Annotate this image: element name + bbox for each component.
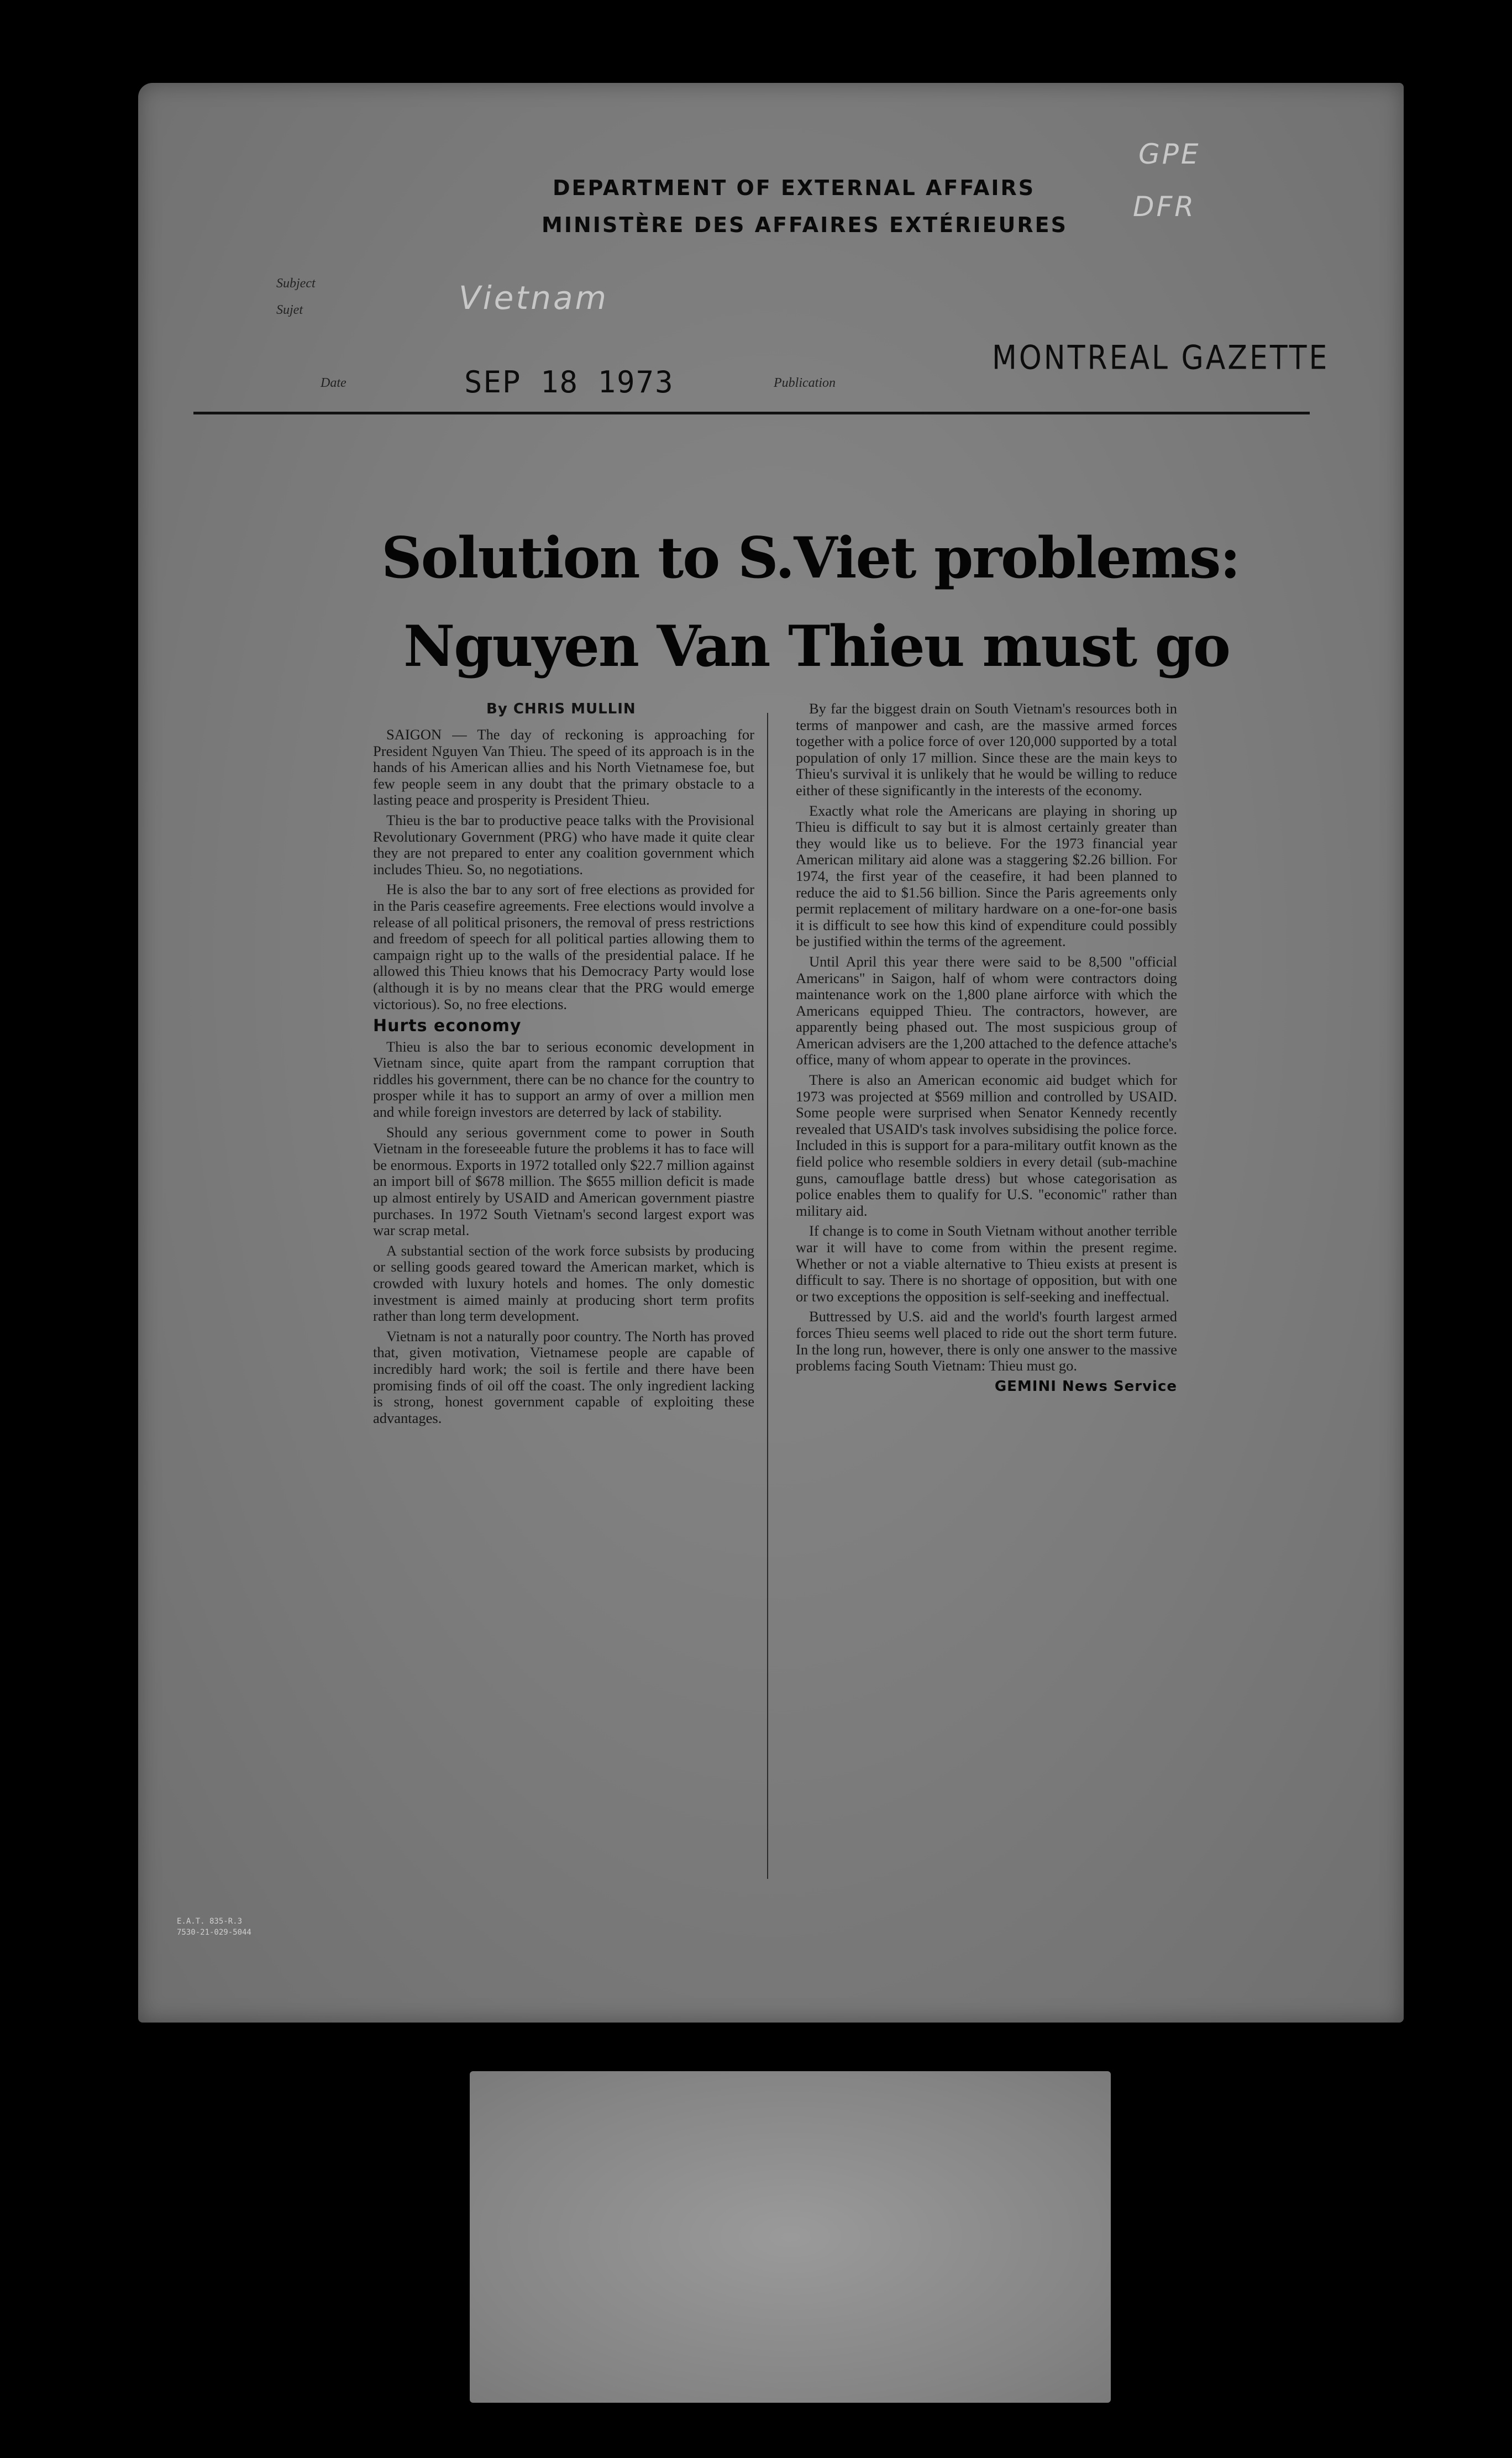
right-paragraph: There is also an American economic aid budget which for 1973 was projected at $569 million and controlled by USAID. Some people were surprised when Senator Kennedy recently revealed that USAID's task involves subsidising the police force. Included in this is support for a para-military outfit known as the field police who resemble soldiers in every detail (sub-machine guns, camouflage battle dress) but whose categorisation as police enables them to qualify for U.S. "economic" rather than military aid.	[796, 1072, 1177, 1219]
news-service-credit: GEMINI News Service	[994, 1378, 1177, 1395]
headline-line-2: Nguyen Van Thieu must go	[403, 613, 1230, 680]
department-title-fr: MINISTÈRE DES AFFAIRES EXTÉRIEURES	[542, 213, 1068, 237]
form-code-line-1: E.A.T. 835-R.3	[177, 1917, 243, 1926]
left-paragraph: A substantial section of the work force subsists by producing or selling goods geared toward the American market, which is crowded with luxury hotels and homes. The only domestic investment is aimed mainly at producing short term profits rather than long term development.	[373, 1242, 754, 1325]
date-stamp: SEP 18 1973	[464, 365, 674, 400]
corner-handwritten-note-1: GPE	[1138, 138, 1201, 170]
left-paragraph: Thieu is also the bar to serious economic development in Vietnam since, quite apart from the rampant corruption that riddles his government, there can be no chance for the country to prosper while it has to support an army of over a million men and while foreign investors are deterred by lack of stability.	[373, 1038, 754, 1121]
left-paragraph: Thieu is the bar to productive peace talks with the Provisional Revolutionary Government (PRG) who have made it quite clear they are not prepared to enter any coalition government which includes Thieu. So, no negotiations.	[373, 811, 754, 878]
corner-handwritten-note-2: DFR	[1133, 191, 1196, 223]
subhead: Hurts economy	[373, 1016, 522, 1036]
column-divider	[767, 713, 768, 1879]
subject-label-fr: Sujet	[276, 303, 303, 317]
blank-slip	[470, 2071, 1111, 2403]
right-paragraph: Until April this year there were said to be 8,500 "official Americans" in Saigon, half of whom were contractors doing maintenance work on the 1,800 plane airforce with which the Americans equipped Thieu. The contractors, however, are apparently being phased out. The most suspicious group of American advisers are the 1,200 attached to the defence attache's office, many of whom appear to operate in the provinces.	[796, 953, 1177, 1068]
publication-label: Publication	[774, 376, 836, 390]
right-paragraph: If change is to come in South Vietnam without another terrible war it will have to come from within the present regime. Whether or not a viable alternative to Thieu exists at present is difficult to say. There is no shortage of opposition, but with one or two exceptions the opposition is self-seeking and ineffectual.	[796, 1222, 1177, 1305]
byline: By CHRIS MULLIN	[486, 701, 636, 717]
subject-handwritten: Vietnam	[459, 279, 609, 317]
subject-label-en: Subject	[276, 276, 316, 291]
headline-line-1: Solution to S.Viet problems:	[381, 525, 1240, 591]
left-paragraph: He is also the bar to any sort of free elections as provided for in the Paris ceasefire agreements. Free elections would involve a release of all political prisoners, the removal of press restrictions and freedom of speech for all political parties allowing them to campaign right up to the walls of the presidential palace. If he allowed this Thieu knows that his Democracy Party would lose (although it is by no means clear that the PRG would emerge victorious). So, no free elections.	[373, 881, 754, 1012]
form-code-line-2: 7530-21-029-5044	[177, 1928, 251, 1937]
department-title-en: DEPARTMENT OF EXTERNAL AFFAIRS	[553, 176, 1036, 200]
right-paragraph: Exactly what role the Americans are playing in shoring up Thieu is difficult to say but it is almost certainly greater than they would like us to believe. For the 1973 financial year American military aid alone was a staggering $2.26 billion. For 1974, the first year of the ceasefire, it had been planned to reduce the aid to $1.56 billion. Since the Paris agreements only permit replacement of military hardware on a one-for-one basis it is difficult to see how this kind of expenditure could possibly be justified within the terms of the agreement.	[796, 802, 1177, 950]
date-label: Date	[321, 376, 347, 390]
form-divider-rule	[193, 412, 1310, 414]
left-paragraph: Vietnam is not a naturally poor country. The North has proved that, given motivation, Vietnamese people are capable of incredibly hard work; the soil is fertile and there have been promising finds of oil off the coast. The only ingredient lacking is strong, honest government capable of exploiting these advantages.	[373, 1327, 754, 1426]
right-paragraph: By far the biggest drain on South Vietnam's resources both in terms of manpower and cash, are the massive armed forces together with a police force of over 120,000 supported by a total population of only 17 million. Since these are the main keys to Thieu's survival it is unlikely that he would be willing to reduce either of these significantly in the interests of the economy.	[796, 700, 1177, 799]
left-paragraph: SAIGON — The day of reckoning is approaching for President Nguyen Van Thieu. The speed of its approach is in the hands of his American allies and his North Vietnamese foe, but few people seem in any doubt that the primary obstacle to a lasting peace and prosperity is President Thieu.	[373, 726, 754, 808]
publication-stamp: MONTREAL GAZETTE	[992, 339, 1330, 377]
left-paragraph: Should any serious government come to power in South Vietnam in the foreseeable future the problems it has to face will be enormous. Exports in 1972 totalled only $22.7 million against an import bill of $678 million. The $655 million deficit is made up almost entirely by USAID and American government piastre purchases. In 1972 South Vietnam's second largest export was war scrap metal.	[373, 1123, 754, 1239]
right-paragraph: Buttressed by U.S. aid and the world's fourth largest armed forces Thieu seems well placed to ride out the short term future. In the long run, however, there is only one answer to the massive problems facing South Vietnam: Thieu must go.	[796, 1308, 1177, 1374]
right-column	[796, 701, 1177, 1395]
left-column	[373, 727, 754, 1430]
